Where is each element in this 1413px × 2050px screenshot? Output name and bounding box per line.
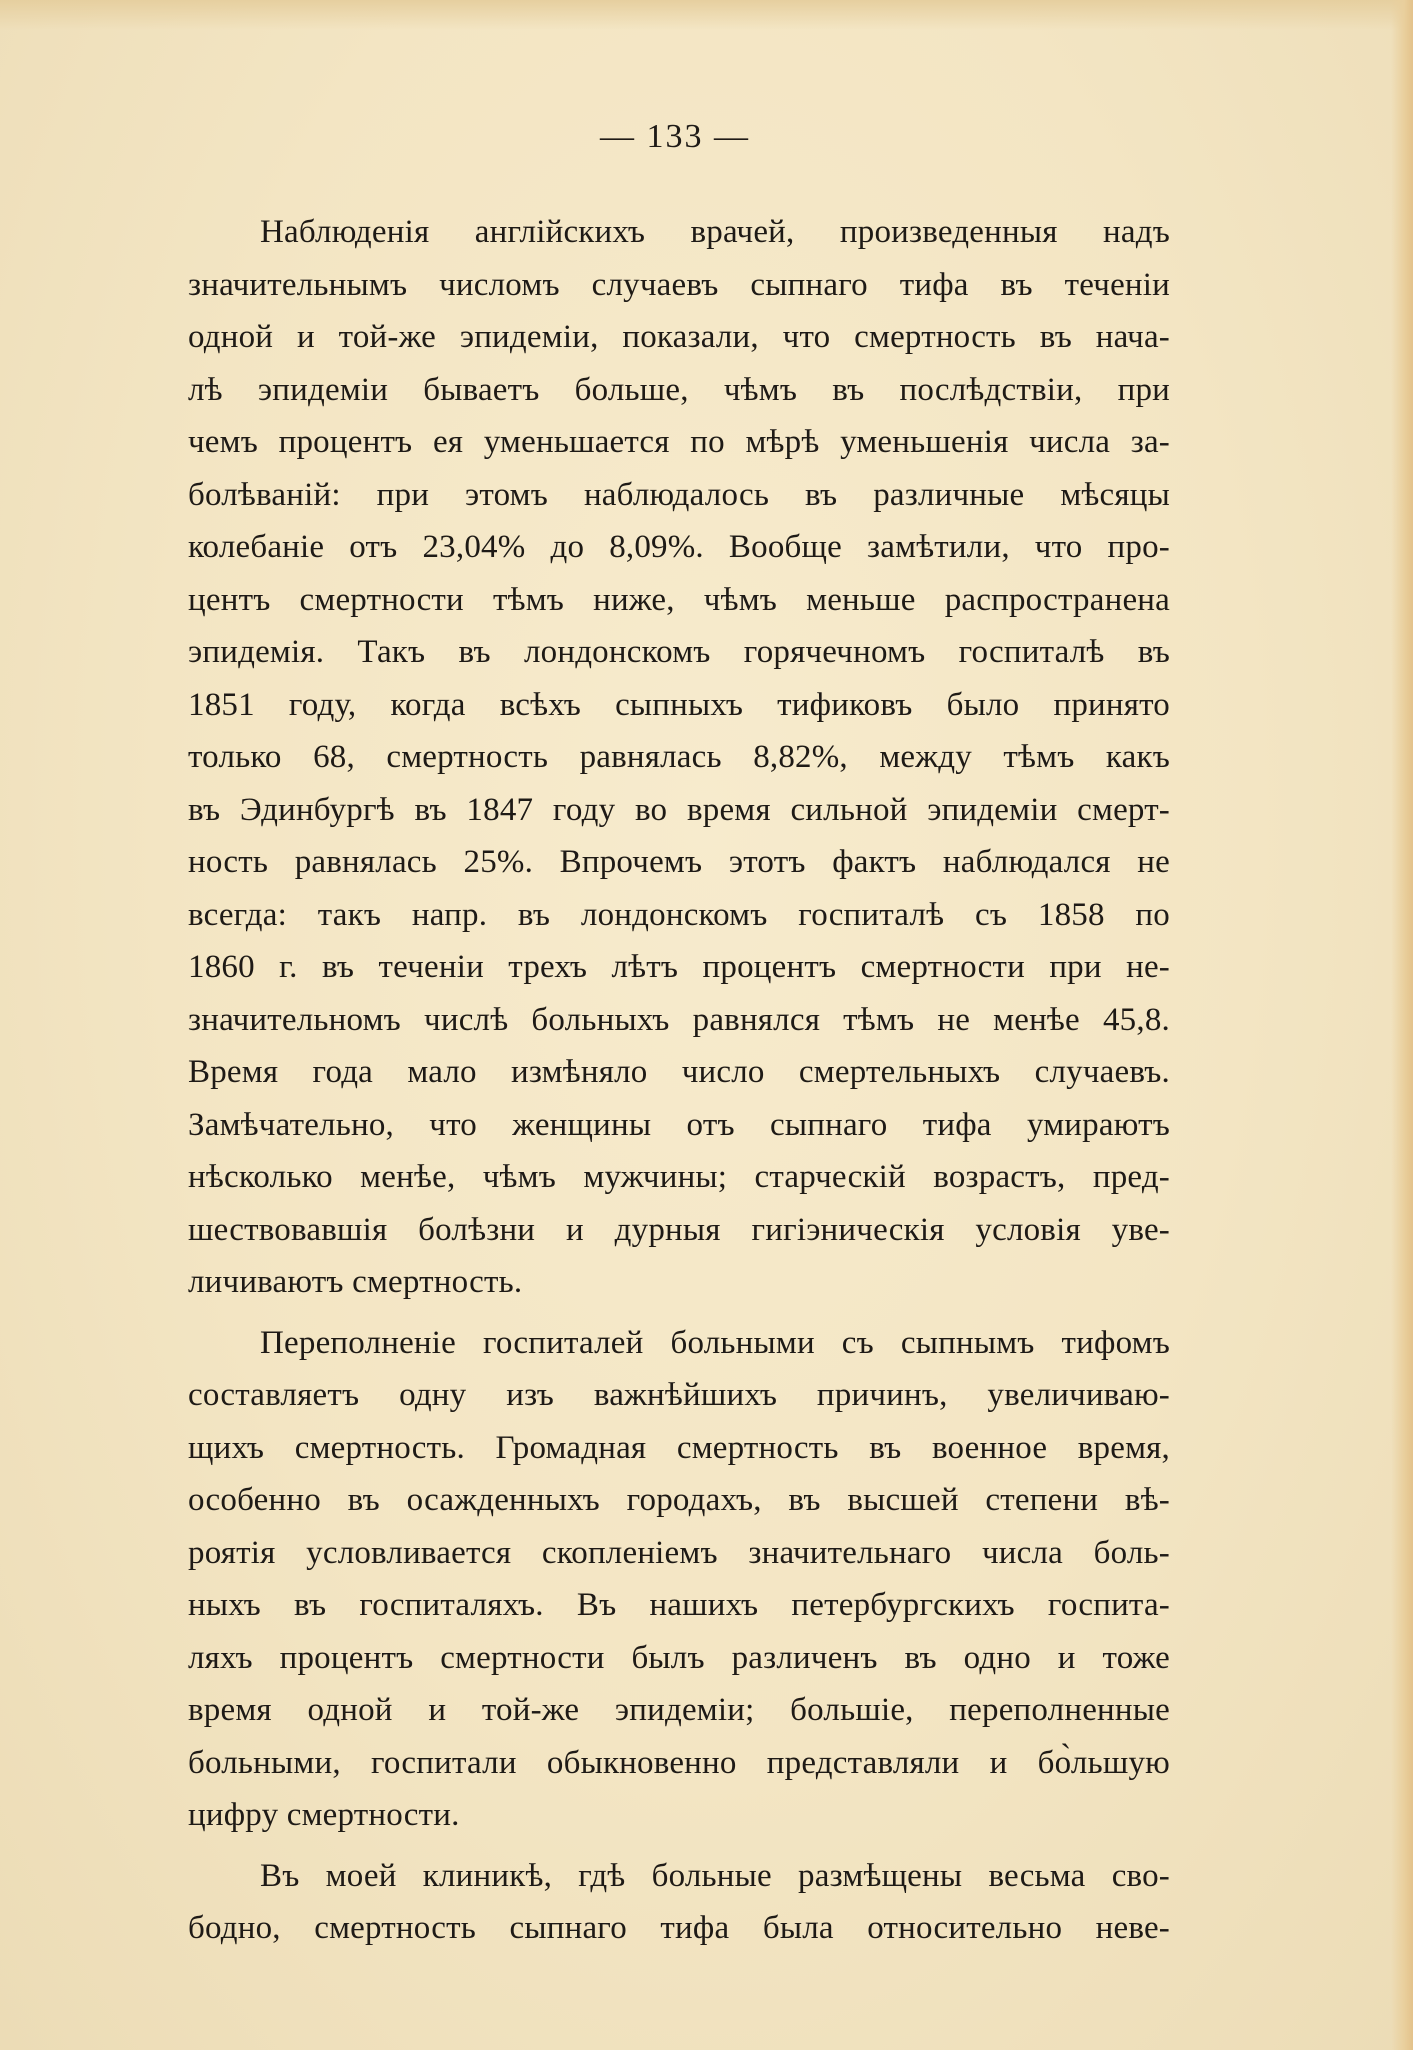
page-top-edge xyxy=(0,0,1413,30)
text-line: значительномъ числѣ больныхъ равнялся тѣмъ не менѣе 45,8. xyxy=(188,1001,1170,1038)
text-line: 1851 году, когда всѣхъ сыпныхъ тификовъ было принято xyxy=(188,686,1170,723)
text-line: ляхъ процентъ смертности былъ различенъ въ одно и тоже xyxy=(188,1639,1170,1676)
text-line: Наблюденія англійскихъ врачей, произведенныя надъ xyxy=(260,214,1170,250)
page-number: — 133 — xyxy=(600,118,750,155)
paragraph-2 xyxy=(188,1317,1170,1842)
paragraph-gap xyxy=(188,1842,1170,1850)
text-line: центъ смертности тѣмъ ниже, чѣмъ меньше распространена xyxy=(188,581,1170,618)
text-line: колебаніе отъ 23,04% до 8,09%. Вообще замѣтили, что про- xyxy=(188,529,1170,565)
paragraph-gap xyxy=(188,1309,1170,1317)
text-line: Переполненіе госпиталей больными съ сыпнымъ тифомъ xyxy=(260,1324,1170,1361)
text-line: время одной и той-же эпидеміи; большіе, переполненные xyxy=(188,1692,1170,1728)
paragraph-1 xyxy=(188,206,1170,1309)
text-line: роятія условливается скопленіемъ значительнаго числа боль- xyxy=(188,1534,1170,1571)
page-right-edge xyxy=(1391,0,1413,2050)
text-line: составляетъ одну изъ важнѣйшихъ причинъ, увеличиваю- xyxy=(188,1377,1170,1413)
text-line: больными, госпитали обыкновенно представляли и бо̀льшую xyxy=(188,1744,1170,1781)
text-line: эпидемія. Такъ въ лондонскомъ горячечномъ госпиталѣ въ xyxy=(188,634,1170,670)
paragraph-3 xyxy=(188,1850,1170,1955)
text-line: нѣсколько менѣе, чѣмъ мужчины; старческій возрастъ, пред- xyxy=(188,1159,1170,1195)
text-line: Замѣчательно, что женщины отъ сыпнаго тифа умираютъ xyxy=(188,1106,1170,1143)
text-line: всегда: такъ напр. въ лондонскомъ госпиталѣ съ 1858 по xyxy=(188,896,1170,933)
text-line: бодно, смертность сыпнаго тифа была относительно неве- xyxy=(188,1910,1170,1946)
text-line: шествовавшія болѣзни и дурныя гигіэническія условія уве- xyxy=(188,1211,1170,1248)
text-line: Время года мало измѣняло число смертельныхъ случаевъ. xyxy=(188,1054,1170,1090)
text-line: ныхъ въ госпиталяхъ. Въ нашихъ петербургскихъ госпита- xyxy=(188,1587,1170,1623)
text-line: только 68, смертность равнялась 8,82%, между тѣмъ какъ xyxy=(188,739,1170,775)
text-line: 1860 г. въ теченіи трехъ лѣтъ процентъ смертности при не- xyxy=(188,949,1170,985)
text-line: значительнымъ числомъ случаевъ сыпнаго тифа въ теченіи xyxy=(188,266,1170,303)
text-line: ность равнялась 25%. Впрочемъ этотъ фактъ наблюдался не xyxy=(188,844,1170,880)
text-line: чемъ процентъ ея уменьшается по мѣрѣ уменьшенія числа за- xyxy=(188,424,1170,460)
text-line: цифру смертности. xyxy=(188,1797,460,1833)
text-line: въ Эдинбургѣ въ 1847 году во время сильной эпидеміи смерт- xyxy=(188,791,1170,828)
text-line: щихъ смертность. Громадная смертность въ военное время, xyxy=(188,1429,1170,1466)
text-line: одной и той-же эпидеміи, показали, что смертность въ нача- xyxy=(188,319,1170,355)
text-line: личиваютъ смертность. xyxy=(188,1264,523,1300)
text-line: Въ моей клиникѣ, гдѣ больные размѣщены весьма сво- xyxy=(260,1857,1170,1894)
text-line: особенно въ осажденныхъ городахъ, въ высшей степени вѣ- xyxy=(188,1482,1170,1518)
text-line: болѣваній: при этомъ наблюдалось въ различные мѣсяцы xyxy=(188,476,1170,513)
text-line: лѣ эпидеміи бываетъ больше, чѣмъ въ послѣдствіи, при xyxy=(188,371,1170,408)
body-text xyxy=(188,206,1170,1955)
